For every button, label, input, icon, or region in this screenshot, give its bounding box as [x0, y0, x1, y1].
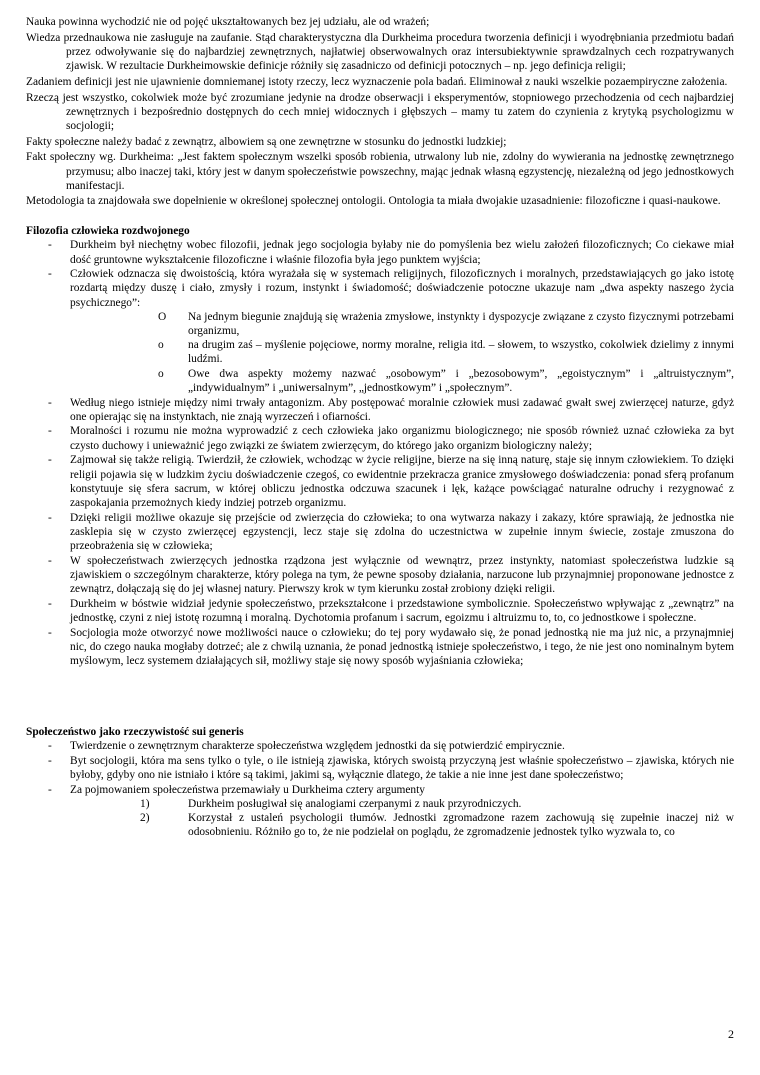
list-item	[26, 238, 734, 266]
numbered-item-text: Durkheim posługiwał się analogiami czerpanymi z nauk przyrodniczych.	[188, 797, 522, 810]
list-item	[26, 754, 734, 782]
numbered-item	[70, 797, 734, 811]
list-item-text: Durkheim był niechętny wobec filozofii, jednak jego socjologia byłaby nie do pomyślenia bez wielu założeń filozoficznych; Co ciekawe miał dość gruntowne wykształcenie filozoficzne i właśnie filozofia była jego punktem wyjścia;	[70, 239, 734, 266]
sub-list-item-text: Owe dwa aspekty możemy nazwać „osobowym” i „bezosobowym”, „egoistycznym” i „altruistycznym”, „indywidualnym” i „uniwersalnym”, „jednostkowym” i „społecznym”.	[188, 367, 734, 394]
numbered-list	[70, 797, 734, 840]
dash-bullet: -	[48, 783, 52, 796]
intro-paragraph: Nauka powinna wychodzić nie od pojęć ukształtowanych bez jej udziału, ale od wrażeń;	[26, 16, 430, 28]
intro-paragraph: Zadaniem definicji jest nie ujawnienie domniemanej istoty rzeczy, lecz wyznaczenie pola badań. Eliminował z nauki wszelkie pozaempiryczne założenia.	[26, 75, 728, 88]
dash-bullet: -	[48, 754, 52, 767]
list-item	[26, 453, 734, 510]
list-item-text: Byt socjologii, która ma sens tylko o tyle, o ile istnieją zjawiska, których swoistą przyczyną jest właśnie społeczeństwo – zjawiska, których nie byłoby, gdyby ono nie istniało i które są takimi, jakimi są, wyłącznie dlatego, że takie a nie inne jest dane społeczeństwo;	[70, 754, 734, 782]
list-item-text: Socjologia może otworzyć nowe możliwości nauce o człowieku; do tej pory wydawało się, że ponad jednostką nie ma już nic, a przynajmniej nic, do czego nauka mogłaby dotrzeć; ale z chwilą uznania, że ponad jednostką istnieje społeczeństwo, i tego, że nie jest ono nominalnym bytem myślowym, lecz systemem działających sił, możliwy staje się nowy sposób wyjaśniania człowieka;	[70, 626, 734, 668]
numbered-item	[70, 811, 734, 839]
list-item	[26, 267, 734, 395]
item-number: 1)	[140, 797, 150, 810]
intro-paragraph: Wiedza przednaukowa nie zasługuje na zaufanie. Stąd charakterystyczna dla Durkheima procedura tworzenia definicji i wyodrębniania przedmiotu badań przez odwoływanie się do najbardziej zewnętrznych, najłatwiej obserwowalnych oraz intersubiektywnie sprawdzalnych cech rozpatrywanych zjawisk. W rezultacie Durkheimowskie definicje różniły się zasadniczo od definicji potocznych – np. jego definicja religii;	[26, 31, 734, 73]
sub-list-item	[70, 310, 734, 338]
circle-bullet: o	[158, 339, 164, 352]
item-number: 2)	[140, 812, 150, 825]
list-item-text: Zajmował się także religią. Twierdził, że człowiek, wchodząc w życie religijne, bierze na się inną naturę, staje się innym człowiekiem. To dzięki religii pojawia się w ludzkim życiu doświadczenie czegoś, co ewidentnie przekracza granice zmysłowego doświadczenia: ponad sferą profanum konstytuuje się sfera sacrum, w której obliczu jednostka odczuwa szacunek i lęk, każące powściągać naturalne odruchy i rezygnować z zaspokajania przemożnych kiedy indziej potrzeb organizmu.	[70, 454, 734, 509]
intro-paragraph: Rzeczą jest wszystko, cokolwiek może być zrozumiane jedynie na drodze obserwacji i eksperymentów, stopniowego przechodzenia od cech najbardziej zewnętrznych i bezpośrednio dostępnych do cech mniej widocznych i głębszych – mamy tu zatem do czynienia z krytyką psychologizmu w socjologii;	[26, 91, 734, 132]
circle-bullet: O	[158, 310, 167, 323]
dash-bullet: -	[48, 554, 52, 567]
list-item	[26, 739, 734, 753]
list-item-text: Moralności i rozumu nie można wyprowadzić z cech człowieka jako organizmu biologicznego; nie sposób również uznać człowieka za byt czysto duchowy i unieważnić jego związki ze światem zwierzęcym, do którego jako organizm biologiczny należy;	[70, 425, 734, 452]
list-item-text: Za pojmowaniem społeczeństwa przemawiały u Durkheima cztery argumenty	[70, 783, 425, 796]
document-page	[26, 15, 734, 840]
bullet-list	[26, 238, 734, 668]
dash-bullet: -	[48, 454, 52, 467]
dash-bullet: -	[48, 511, 52, 524]
list-item	[26, 783, 734, 840]
list-item-text: Według niego istnieje między nimi trwały antagonizm. Aby postępować moralnie człowiek musi zadawać gwałt swej zwierzęcej naturze, gdyż one opierając się na instynktach, nie znają wyrzeczeń i ofiarności.	[70, 396, 734, 423]
list-item-text: Człowiek odznacza się dwoistością, która wyrażała się w systemach religijnych, filozoficznych i moralnych, przedstawiających go jako istotę rozdartą między duszę i ciało, zmysły i rozum, instynkt i świadomość; doświadczenie potoczne ukazuje nam „dwa aspekty naszego życia psychicznego”:	[70, 268, 734, 309]
dash-bullet: -	[48, 268, 52, 281]
dash-bullet: -	[48, 597, 52, 610]
dash-bullet: -	[48, 425, 52, 438]
intro-paragraph: Fakty społeczne należy badać z zewnątrz, albowiem są one zewnętrzne w stosunku do jednostki ludzkiej;	[26, 135, 507, 148]
list-item-text: Dzięki religii możliwe okazuje się przejście od zwierzęcia do człowieka; to ona wytwarza nakazy i zakazy, które sprawiają, że jednostka nie zasklepia się w czysto zwierzęcej egzystencji, lecz staje się zdolna do uczestnictwa w zupełnie innym świecie, zostaje zmuszona do przeobrażenia się w człowieka;	[70, 511, 734, 553]
list-item	[26, 424, 734, 452]
bullet-list	[26, 739, 734, 839]
numbered-item-text: Korzystał z ustaleń psychologii tłumów. Jednostki zgromadzone razem zachowują się zupełnie inaczej niż w odosobnieniu. Różniło go to, że nie podzielał on poglądu, że zgromadzenie jednostek tylko wyzwala to, co	[188, 812, 734, 839]
sub-bullet-list	[70, 310, 734, 395]
dash-bullet: -	[48, 396, 52, 409]
section-heading: Filozofia człowieka rozdwojonego	[26, 225, 190, 238]
list-item-text: Durkheim w bóstwie widział jedynie społeczeństwo, przekształcone i przedstawione symbolicznie. Społeczeństwo wpływając z „zewnątrz” na jednostkę, czyni z niej istotę rozumną i moralną. Dychotomia profanum i sacrum, egoizmu i altruizmu to, to, co jednostkowe i społeczne.	[70, 597, 734, 625]
sub-list-item	[70, 367, 734, 395]
list-item	[26, 554, 734, 597]
dash-bullet: -	[48, 626, 52, 639]
sub-list-item	[70, 338, 734, 366]
section-heading: Społeczeństwo jako rzeczywistość sui generis	[26, 725, 244, 738]
list-item	[26, 396, 734, 424]
intro-paragraph: Metodologia ta znajdowała swe dopełnienie w określonej społecznej ontologii. Ontologia ta miała dwojakie uzasadnienie: filozoficzne i quasi-naukowe.	[26, 195, 721, 208]
list-item	[26, 626, 734, 669]
sub-list-item-text: na drugim zaś – myślenie pojęciowe, normy moralne, religia itd. – słowem, to wszystko, cokolwiek dzielimy z innymi ludźmi.	[188, 339, 734, 366]
list-item	[26, 511, 734, 554]
list-item-text: Twierdzenie o zewnętrznym charakterze społeczeństwa względem jednostki da się potwierdzić empirycznie.	[70, 740, 565, 753]
list-item-text: W społeczeństwach zwierzęcych jednostka rządzona jest wyłącznie od wewnątrz, przez instynkty, natomiast społeczeństwa ludzkie są zjawiskiem o szczególnym charakterze, który polega na tym, że pewne sposoby działania, narzucone lub przynajmniej proponowane jednostce z zewnątrz, dołączają się do jej własnej natury. Pierwszy krok w tym kierunku został zrobiony dzięki religii.	[70, 554, 734, 596]
circle-bullet: o	[158, 367, 164, 380]
list-item	[26, 597, 734, 625]
dash-bullet: -	[48, 239, 52, 252]
sub-list-item-text: Na jednym biegunie znajdują się wrażenia zmysłowe, instynkty i dyspozycje związane z czysto fizycznymi potrzebami organizmu,	[188, 310, 734, 338]
dash-bullet: -	[48, 740, 52, 753]
page-number: 2	[728, 1027, 734, 1041]
intro-paragraph: Fakt społeczny wg. Durkheima: „Jest faktem społecznym wszelki sposób robienia, utrwalony lub nie, zdolny do wywierania na jednostkę zewnętrznego przymusu; albo inaczej taki, który jest w danym społeczeństwie powszechny, mając jednak własną egzystencję, niezależną od jego jednostkowych manifestacji.	[26, 151, 734, 192]
